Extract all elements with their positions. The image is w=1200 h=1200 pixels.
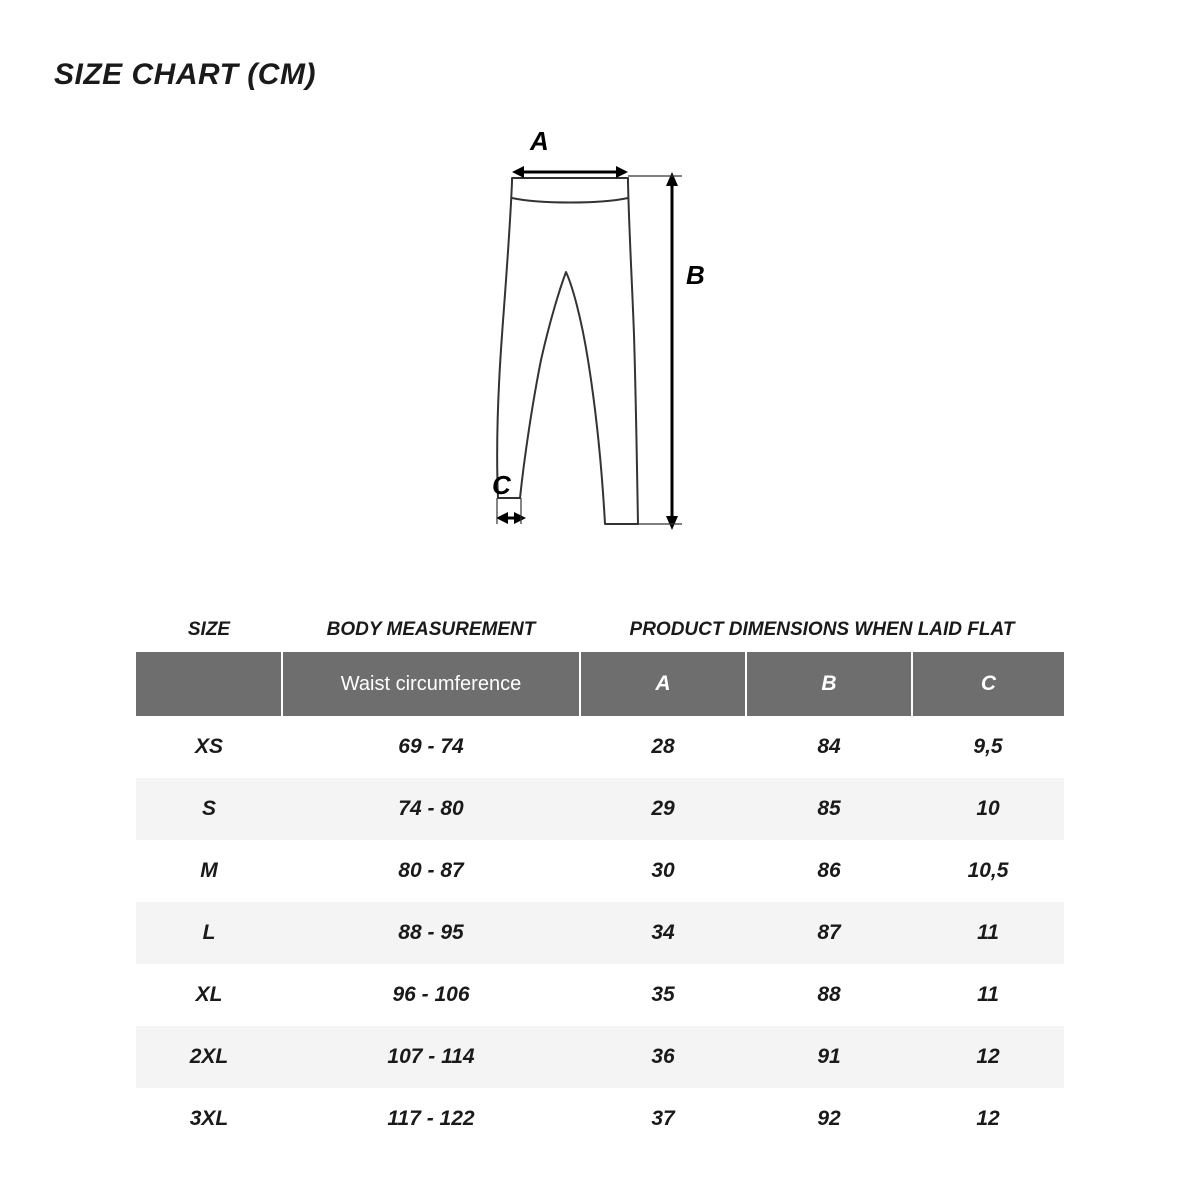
cell-size: XS (194, 735, 223, 758)
column-header-a: A (580, 652, 746, 716)
cell-waist: 96 - 106 (392, 983, 470, 1006)
table-body (136, 716, 1064, 1150)
cell-c: 10 (912, 778, 1064, 840)
cell-b: 88 (817, 983, 841, 1006)
product-diagram (420, 120, 780, 560)
group-header-product-dimensions: PRODUCT DIMENSIONS WHEN LAID FLAT (629, 619, 1015, 640)
cell-b: 87 (746, 902, 912, 964)
cell-a: 29 (580, 778, 746, 840)
cell-size: M (200, 859, 218, 882)
table-row (136, 778, 1064, 840)
size-table (136, 652, 1064, 1150)
table-row (136, 1088, 1064, 1150)
column-header-size (136, 652, 282, 716)
cell-a: 28 (651, 735, 675, 758)
column-header-c: C (912, 652, 1064, 716)
table-row (136, 716, 1064, 778)
table-row (136, 964, 1064, 1026)
dimension-label-c: C (492, 470, 511, 500)
cell-b: 84 (817, 735, 841, 758)
cell-size: XL (195, 983, 223, 1006)
table-row (136, 902, 1064, 964)
cell-waist: 80 - 87 (398, 859, 464, 882)
table-row (136, 1026, 1064, 1088)
cell-size: 2XL (136, 1026, 282, 1088)
cell-size: S (136, 778, 282, 840)
dimension-label-b: B (686, 260, 705, 290)
table-row (136, 840, 1064, 902)
page-title: SIZE CHART (CM) (54, 58, 316, 91)
cell-waist: 88 - 95 (282, 902, 580, 964)
table-header-row (136, 652, 1064, 716)
cell-a: 30 (651, 859, 675, 882)
column-header-waist: Waist circumference (282, 652, 580, 716)
group-header-size: SIZE (187, 619, 231, 640)
cell-size: L (136, 902, 282, 964)
column-header-b: B (746, 652, 912, 716)
cell-c: 9,5 (973, 735, 1003, 758)
cell-waist: 74 - 80 (282, 778, 580, 840)
group-header-body-measurement: BODY MEASUREMENT (326, 619, 536, 640)
dimension-label-a: A (530, 126, 549, 156)
leggings-technical-drawing (420, 120, 780, 560)
cell-waist: 107 - 114 (282, 1026, 580, 1088)
cell-waist: 117 - 122 (387, 1107, 475, 1130)
cell-b: 86 (817, 859, 841, 882)
cell-waist: 69 - 74 (398, 735, 464, 758)
cell-b: 92 (817, 1107, 841, 1130)
cell-b: 91 (746, 1026, 912, 1088)
cell-c: 11 (977, 983, 999, 1006)
cell-c: 12 (976, 1107, 1000, 1130)
cell-c: 12 (912, 1026, 1064, 1088)
cell-a: 37 (651, 1107, 675, 1130)
table-group-headers (136, 608, 1064, 652)
cell-size: 3XL (189, 1107, 229, 1130)
size-table-container (136, 608, 1064, 1150)
cell-a: 35 (651, 983, 675, 1006)
cell-a: 36 (580, 1026, 746, 1088)
cell-b: 85 (746, 778, 912, 840)
cell-c: 11 (912, 902, 1064, 964)
cell-c: 10,5 (967, 859, 1009, 882)
cell-a: 34 (580, 902, 746, 964)
